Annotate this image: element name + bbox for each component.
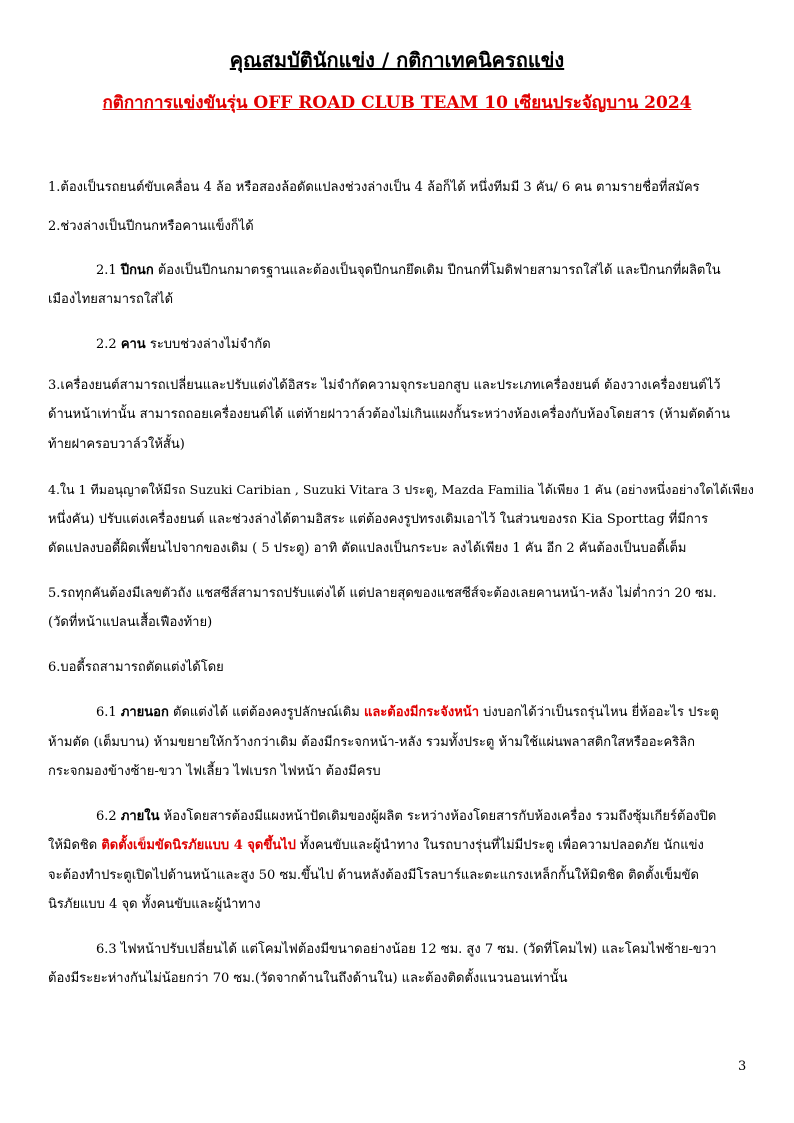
rule-6-1-cont-1: ห้ามตัด (เต็มบาน) ห้ามขยายให้กว้างกว่าเดิม ต้องมีกระจกหน้า-หลัง รวมทั้งประตู ห้ามใช้แผ่นพลาสติกใสหรืออะคริลิก [48,735,696,750]
rule-6-1-cont-2: กระจกมองข้างซ้าย-ขวา ไฟเลี้ยว ไฟเบรก ไฟหน้า ต้องมีครบ [48,764,381,779]
rule-4-cont-1: หนึ่งคัน) ปรับแต่งเครื่องยนต์ และช่วงล่างได้ตามอิสระ แต่ต้องคงรูปทรงเดิมเอาไว้ ในส่วนของรถ Kia Sporttag ที่มีการ [48,512,709,527]
page-title: คุณสมบัตินักแข่ง / กติกาเทคนิครถแข่ง [229,48,565,72]
rule-6: 6.บอดี้รถสามารถตัดแต่งได้โดย [48,660,224,675]
page-subtitle: กติกาการแข่งขันรุ่น OFF ROAD CLUB TEAM 10 เซียนประจัญบาน 2024 [102,93,692,113]
rule-5: 5.รถทุกคันต้องมีเลขตัวถัง แชสซีส์สามารถปรับแต่งได้ แต่ปลายสุดของแชสซีส์จะต้องเลยคานหน้า-หลัง ไม่ต่ำกว่า 20 ซม. [48,586,717,601]
rule-4-cont-2: ดัดแปลงบอดี้ผิดเพี้ยนไปจากของเดิม ( 5 ประตู) อาทิ ตัดแปลงเป็นกระบะ ลงได้เพียง 1 คัน อีก 2 คันต้องเป็นบอดี้เต็ม [48,541,687,556]
rule-3-cont-1: ด้านหน้าเท่านั้น สามารถถอยเครื่องยนต์ได้ แต่ท้ายฝาวาล์วต้องไม่เกินแผงกั้นระหว่างห้องเครื่องกับห้องโดยสาร (ห้ามตัดด้าน [48,407,731,422]
rule-6-2: 6.2 ภายใน ห้องโดยสารต้องมีแผงหน้าปัดเดิมของผู้ผลิต ระหว่างห้องโดยสารกับห้องเครื่อง รวมถึงซุ้มเกียร์ต้องปิด [96,809,717,824]
rule-2-1: 2.1 ปีกนก ต้องเป็นปีกนกมาตรฐานและต้องเป็นจุดปีกนกยึดเดิม ปีกนกที่โมดิฟายสามารถใส่ได้ และปีกนกที่ผลิตใน [96,263,721,278]
page-number: 3 [738,1059,747,1074]
rule-2-2: 2.2 คาน ระบบช่วงล่างไม่จำกัด [96,337,271,352]
rule-6-2-cont-3: นิรภัยแบบ 4 จุด ทั้งคนขับและผู้นำทาง [48,897,261,912]
rule-2: 2.ช่วงล่างเป็นปีกนกหรือคานแข็งก็ได้ [48,219,254,234]
rule-3: 3.เครื่องยนต์สามารถเปลี่ยนและปรับแต่งได้อิสระ ไม่จำกัดความจุกระบอกสูบ และประเภทเครื่องยนต์ ต้องวางเครื่องยนต์ไว้ [48,378,721,393]
rule-6-1: 6.1 ภายนอก ตัดแต่งได้ แต่ต้องคงรูปลักษณ์เดิม และต้องมีกระจังหน้า บ่งบอกได้ว่าเป็นรถรุ่นไหน ยี่ห้ออะไร ประตู [96,705,719,720]
rule-2-1-cont: เมืองไทยสามารถใส่ได้ [48,292,174,307]
rule-3-cont-2: ท้ายฝาครอบวาล์วให้สั้น) [48,437,185,452]
rule-4: 4.ใน 1 ทีมอนุญาตให้มีรถ Suzuki Caribian , Suzuki Vitara 3 ประตู, Mazda Familia ได้เพียง 1 คัน (อย่างหนึ่งอย่างใดได้เพียง [48,482,754,497]
rule-6-3-cont: ต้องมีระยะห่างกันไม่น้อยกว่า 70 ซม.(วัดจากด้านในถึงด้านใน) และต้องติดตั้งแนวนอนเท่านั้น [48,971,568,986]
rule-1: 1.ต้องเป็นรถยนต์ขับเคลื่อน 4 ล้อ หรือสองล้อดัดแปลงช่วงล่างเป็น 4 ล้อก็ได้ หนึ่งทีมมี 3 คัน/ 6 คน ตามรายชื่อที่สมัคร [48,180,700,195]
rule-6-3: 6.3 ไฟหน้าปรับเปลี่ยนได้ แต่โคมไฟต้องมีขนาดอย่างน้อย 12 ซม. สูง 7 ซม. (วัดที่โคมไฟ) และโคมไฟซ้าย-ขวา [96,942,717,957]
rule-5-cont: (วัดที่หน้าแปลนเสื้อเฟืองท้าย) [48,615,213,630]
rule-6-2-cont-2: จะต้องทำประตูเปิดไปด้านหน้าและสูง 50 ซม.ขึ้นไป ด้านหลังต้องมีโรลบาร์และตะแกรงเหล็กกั้นให้มิดชิด ติดตั้งเข็มขัด [48,868,699,883]
rule-6-2-cont-1: ให้มิดชิด ติดตั้งเข็มขัดนิรภัยแบบ 4 จุดขึ้นไป ทั้งคนขับและผู้นำทาง ในรถบางรุ่นที่ไม่มีประตู เพื่อความปลอดภัย นักแข่ง [48,838,704,853]
